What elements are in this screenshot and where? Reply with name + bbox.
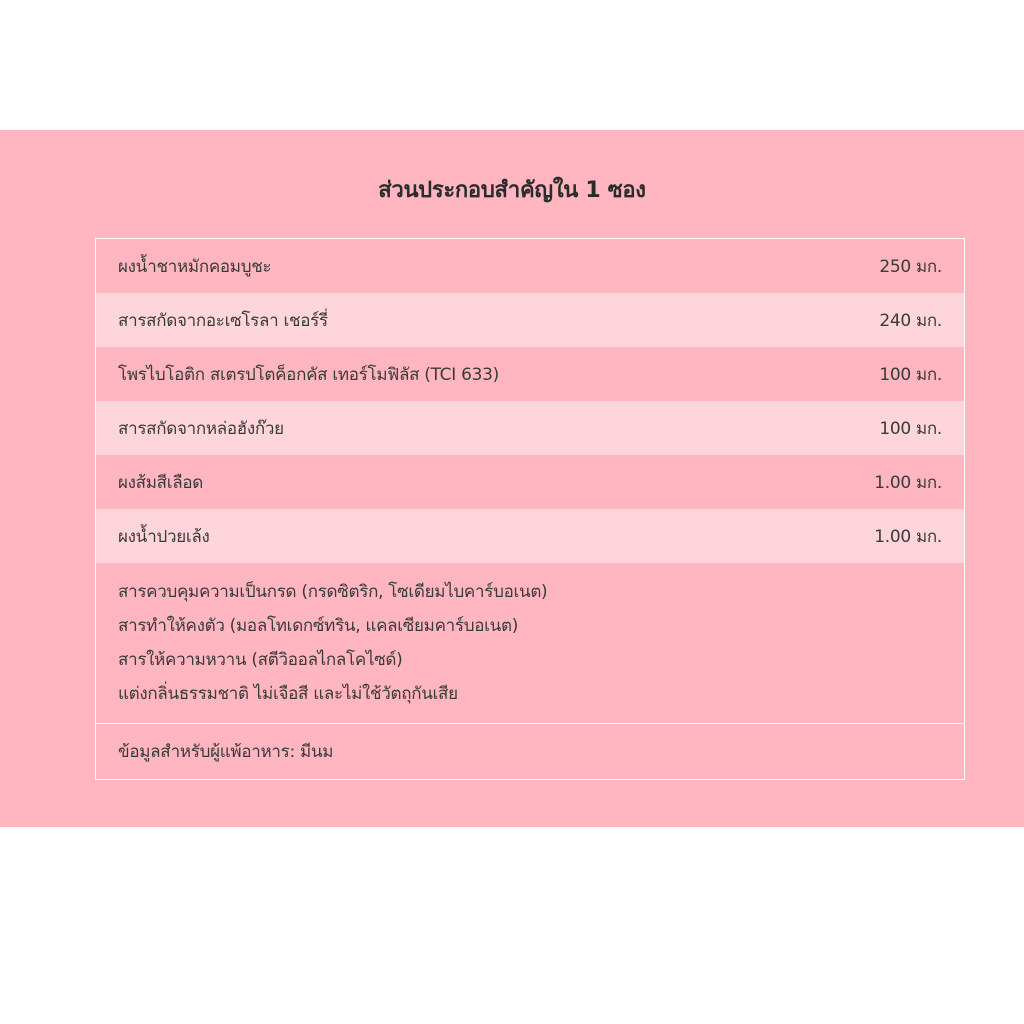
ingredients-table xyxy=(95,238,965,780)
panel-title: ส่วนประกอบสำคัญใน 1 ซอง xyxy=(378,178,646,203)
ingredient-name: โพรไบโอติก สเตรปโตค็อกคัส เทอร์โมฟิลัส (TCI 633) xyxy=(118,364,499,385)
ingredient-row xyxy=(96,293,964,347)
ingredient-row xyxy=(96,239,964,293)
ingredient-amount: 1.00 มก. xyxy=(874,472,942,493)
ingredient-name: ผงน้ำปวยเล้ง xyxy=(118,526,210,547)
ingredient-amount: 1.00 มก. xyxy=(874,526,942,547)
ingredient-amount: 100 มก. xyxy=(879,364,942,385)
ingredient-row xyxy=(96,455,964,509)
ingredient-name: สารสกัดจากอะเซโรลา เชอร์รี่ xyxy=(118,310,328,331)
additive-item: สารทำให้คงตัว (มอลโทเดกซ์ทริน, แคลเซียมคาร์บอเนต) xyxy=(118,616,519,636)
ingredient-amount: 250 มก. xyxy=(879,256,942,277)
ingredient-amount: 100 มก. xyxy=(879,418,942,439)
ingredient-name: ผงน้ำชาหมักคอมบูชะ xyxy=(118,256,272,277)
ingredient-row xyxy=(96,509,964,563)
ingredient-name: ผงส้มสีเลือด xyxy=(118,472,203,493)
ingredient-row xyxy=(96,347,964,401)
additive-item: สารควบคุมความเป็นกรด (กรดซิตริก, โซเดียมไบคาร์บอเนต) xyxy=(118,582,548,602)
ingredient-name: สารสกัดจากหล่อฮังก๊วย xyxy=(118,418,284,439)
allergy-info: ข้อมูลสำหรับผู้แพ้อาหาร: มีนม xyxy=(96,723,964,779)
additive-item: สารให้ความหวาน (สตีวิออลไกลโคไซด์) xyxy=(118,650,403,670)
additive-item: แต่งกลิ่นธรรมชาติ ไม่เจือสี และไม่ใช้วัตถุกันเสีย xyxy=(118,684,458,704)
ingredient-row xyxy=(96,401,964,455)
additives-list xyxy=(96,563,964,723)
ingredient-amount: 240 มก. xyxy=(879,310,942,331)
